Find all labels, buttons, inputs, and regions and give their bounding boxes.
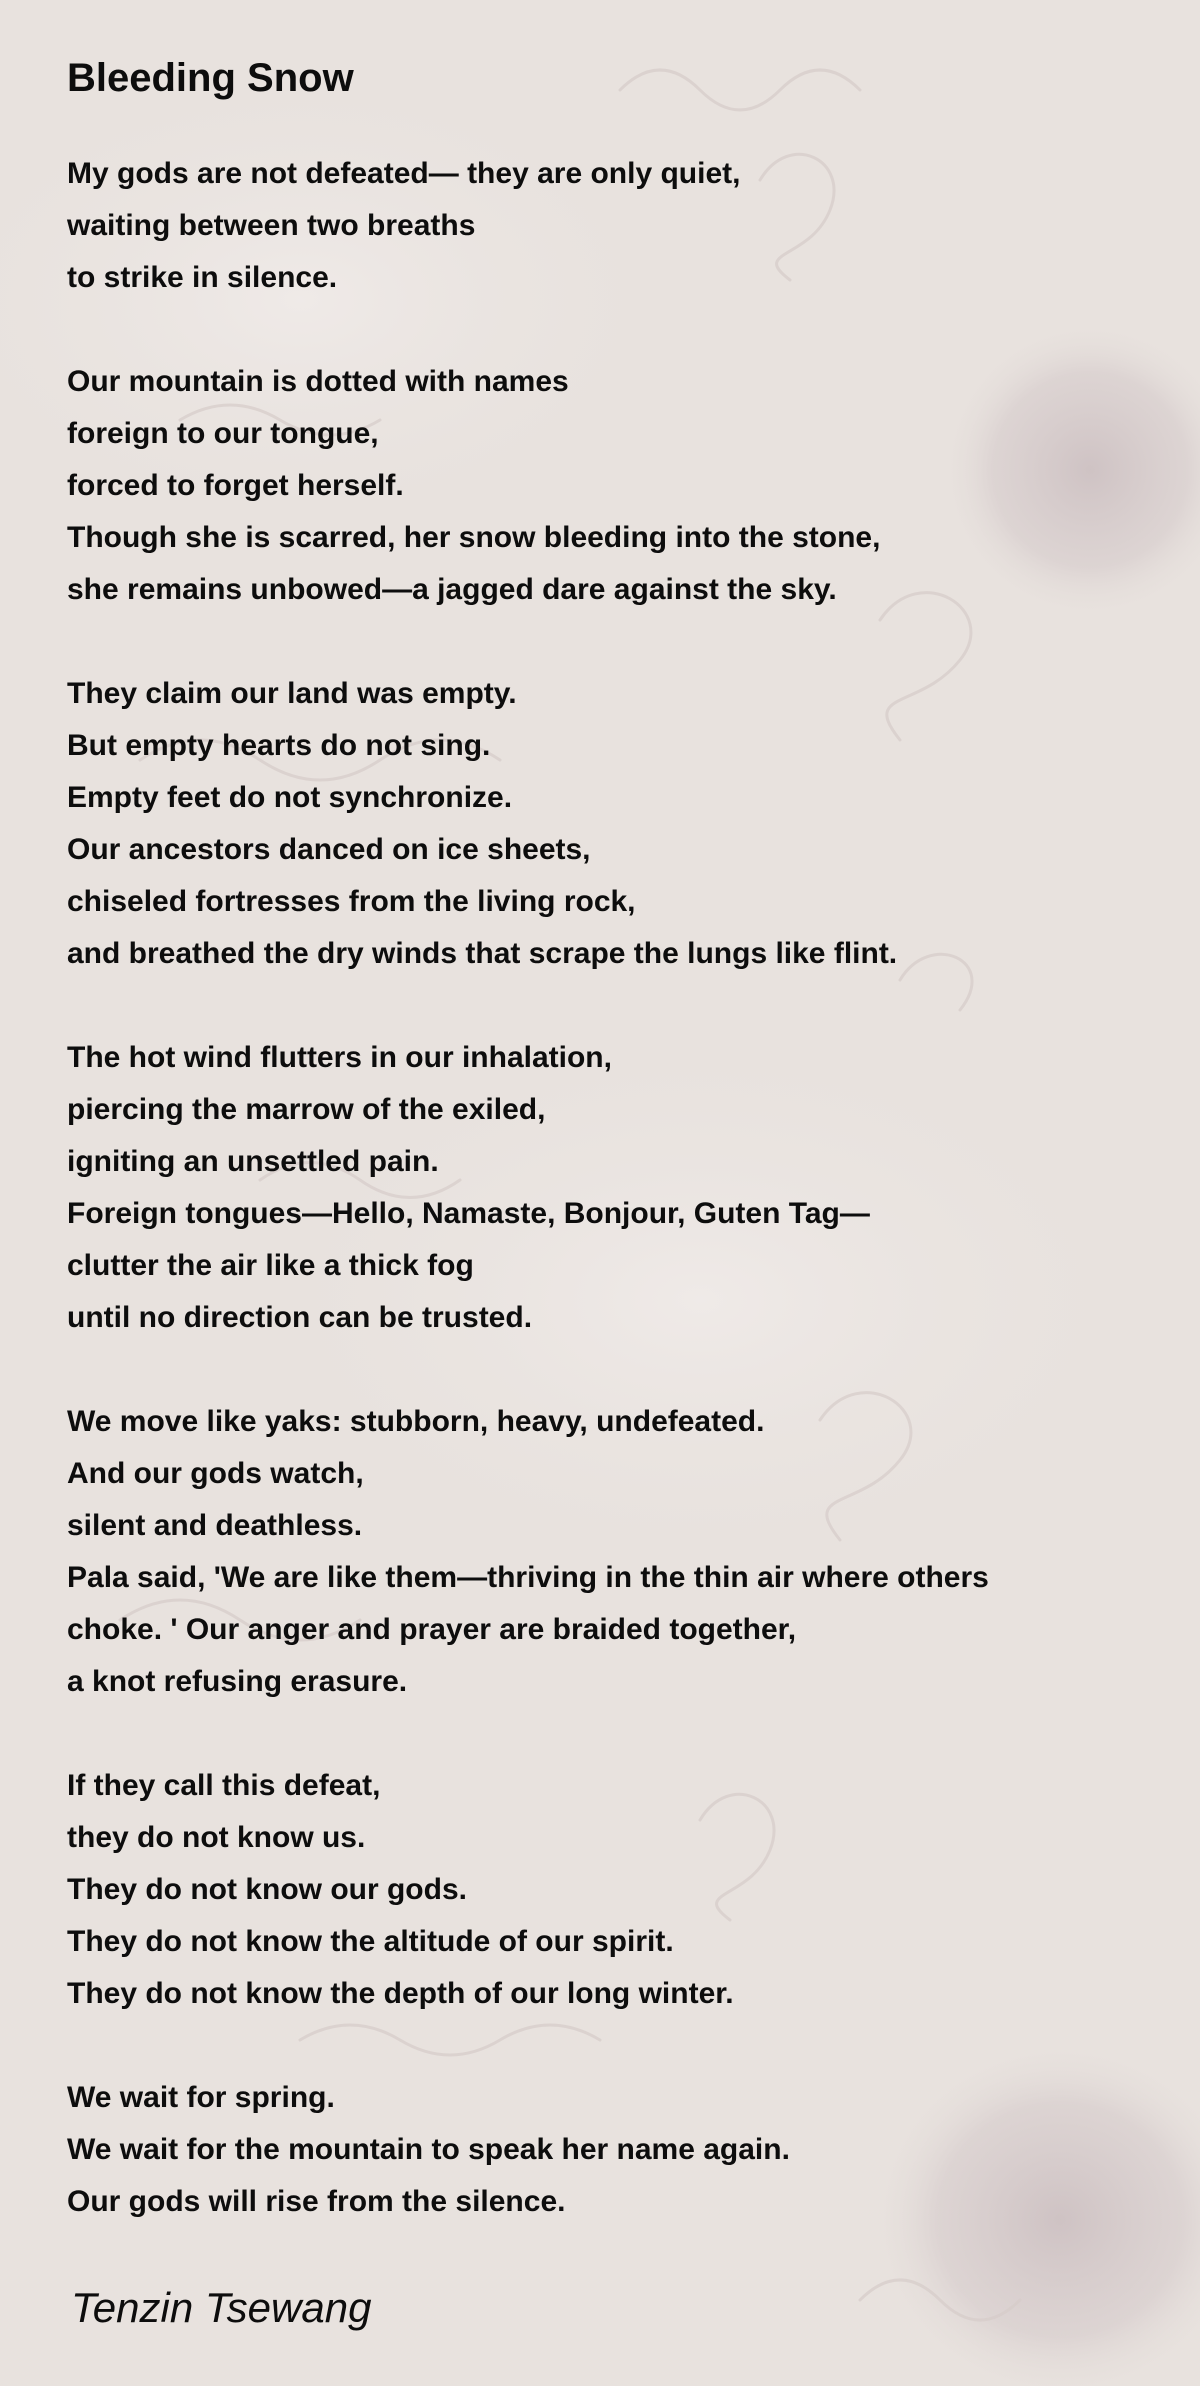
stanza-7 <box>67 2072 1167 2228</box>
poem-line: and breathed the dry winds that scrape the lungs like flint. <box>67 937 898 970</box>
poem-author: Tenzin Tsewang <box>71 2284 372 2331</box>
poem-line: igniting an unsettled pain. <box>67 1145 439 1178</box>
stanza-1 <box>67 148 1167 304</box>
poem-line: foreign to our tongue, <box>67 417 379 450</box>
stanza-5 <box>67 1396 1167 1708</box>
poem-line: They do not know our gods. <box>67 1873 467 1906</box>
poem-line: forced to forget herself. <box>67 469 404 502</box>
stanza-6 <box>67 1760 1167 2020</box>
poem-line: My gods are not defeated— they are only quiet, <box>67 157 741 190</box>
poem-line: until no direction can be trusted. <box>67 1301 533 1334</box>
poem-line: We move like yaks: stubborn, heavy, undefeated. <box>67 1405 765 1438</box>
poem-line: waiting between two breaths <box>67 209 476 242</box>
poem-line: choke. ' Our anger and prayer are braided together, <box>67 1613 797 1646</box>
poem-line: chiseled fortresses from the living rock, <box>67 885 636 918</box>
stanza-2 <box>67 356 1167 616</box>
stanza-4 <box>67 1032 1167 1344</box>
stanza-3 <box>67 668 1167 980</box>
poem-line: Empty feet do not synchronize. <box>67 781 513 814</box>
poem-line: They claim our land was empty. <box>67 677 517 710</box>
poem-line: Our gods will rise from the silence. <box>67 2185 566 2218</box>
poem-line: to strike in silence. <box>67 261 338 294</box>
poem-line: silent and deathless. <box>67 1509 363 1542</box>
poem-line: Our ancestors danced on ice sheets, <box>67 833 591 866</box>
poem-line: The hot wind flutters in our inhalation, <box>67 1041 612 1074</box>
poem-line: We wait for spring. <box>67 2081 335 2114</box>
poem-line: Pala said, 'We are like them—thriving in the thin air where others <box>67 1561 989 1594</box>
poem-line: They do not know the depth of our long winter. <box>67 1977 734 2010</box>
poem-line: Though she is scarred, her snow bleeding into the stone, <box>67 521 881 554</box>
poem-line: she remains unbowed—a jagged dare against the sky. <box>67 573 837 606</box>
poem-body <box>67 148 1167 2280</box>
poem-line: Foreign tongues—Hello, Namaste, Bonjour, Guten Tag— <box>67 1197 870 1230</box>
poem-line: they do not know us. <box>67 1821 366 1854</box>
poem-line: piercing the marrow of the exiled, <box>67 1093 546 1126</box>
poem-line: clutter the air like a thick fog <box>67 1249 474 1282</box>
poem-line: But empty hearts do not sing. <box>67 729 491 762</box>
poem-line: They do not know the altitude of our spirit. <box>67 1925 674 1958</box>
poem-line: Our mountain is dotted with names <box>67 365 569 398</box>
poem-line: And our gods watch, <box>67 1457 364 1490</box>
poem-line: If they call this defeat, <box>67 1769 381 1802</box>
poem-line: We wait for the mountain to speak her name again. <box>67 2133 790 2166</box>
poem-title: Bleeding Snow <box>67 56 354 100</box>
poem-line: a knot refusing erasure. <box>67 1665 408 1698</box>
